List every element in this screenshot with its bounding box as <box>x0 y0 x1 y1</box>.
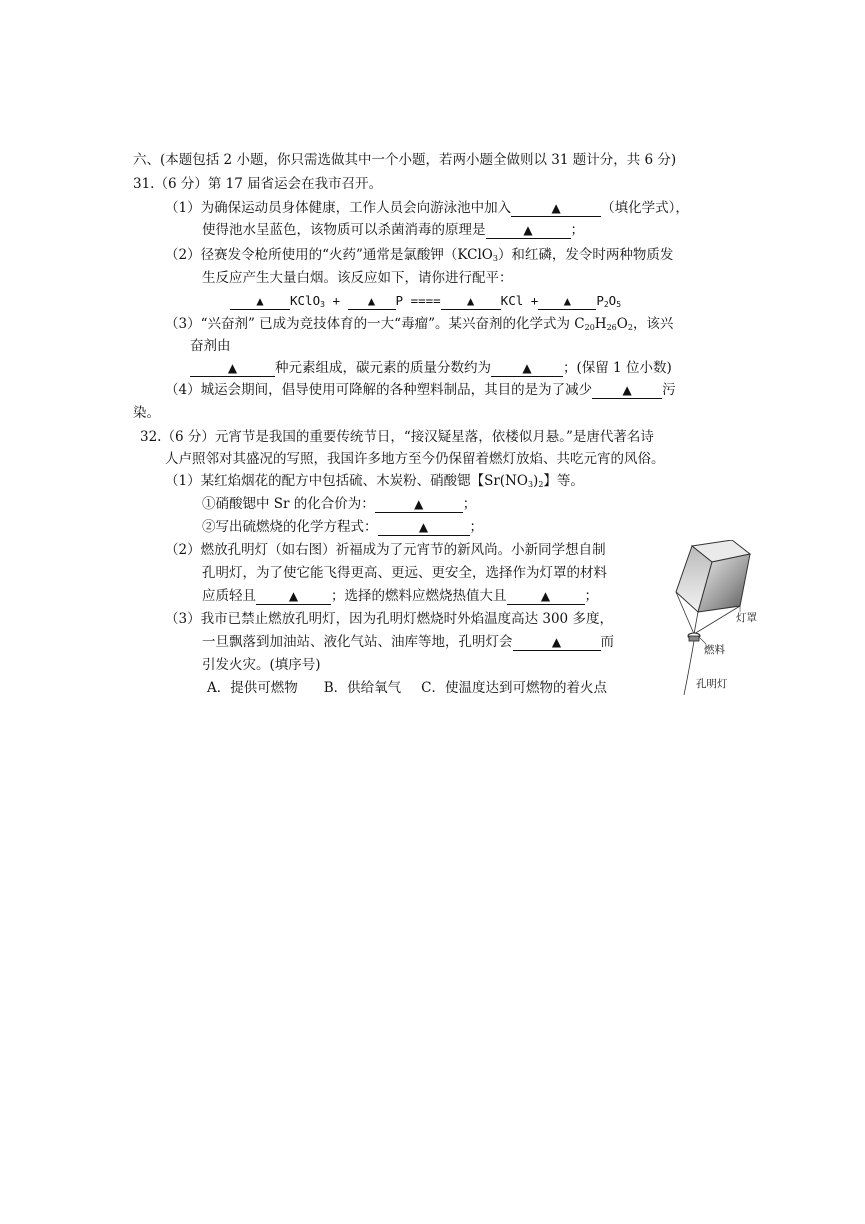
answer-blank[interactable] <box>441 293 501 310</box>
answer-blank[interactable] <box>486 222 571 239</box>
q32-stem-line1: 32.（6 分）元宵节是我国的重要传统节日，“接汉疑星落，依楼似月悬。”是唐代著名诗 <box>140 429 654 445</box>
q32-options <box>207 678 607 698</box>
q32-part1-i: ①硝酸锶中 Sr 的化合价为： ▲ ； <box>202 496 477 512</box>
q31-part3-line3: ▲ 种元素组成，碳元素的质量分数约为 ▲ ；(保留 1 位小数) <box>190 358 672 378</box>
q32-part2-line1: （2）燃放孔明灯（如右图）祈福成为了元宵节的新风尚。小新同学想自制 <box>165 542 606 558</box>
q31-part4-line1: （4）城运会期间，倡导使用可降解的各种塑料制品，其目的是为了减少 ▲ 污 <box>165 382 676 398</box>
triangle-icon: ▲ <box>622 383 632 397</box>
answer-blank[interactable] <box>375 496 463 513</box>
q31-part2-line1: （2）径赛发令枪所使用的“火药”通常是氯酸钾（KClO$_3$）和红磷，发令时两种物质发 <box>165 247 674 263</box>
label-lampshade: 灯罩 <box>736 612 757 624</box>
q32-stem-line2: 人卢照邻对其盛况的写照，我国许多地方至今仍保留着燃灯放焰、共吃元宵的风俗。 <box>165 451 665 467</box>
section-header: 六、(本题包括 2 小题，你只需选做其中一个小题，若两小题全做则以 31 题计分，共 6 分) <box>133 152 677 168</box>
q32-part1-ii: ②写出硫燃烧的化学方程式： ▲ ； <box>202 519 483 535</box>
q31-part3-line2: 奋剂由 <box>190 338 231 354</box>
answer-blank[interactable] <box>378 519 470 536</box>
q31-stem: 31.（6 分）第 17 届省运会在我市召开。 <box>133 176 383 192</box>
q31-part2-line2: 生反应产生大量白烟。该反应如下，请你进行配平： <box>202 270 513 286</box>
answer-blank[interactable] <box>256 588 331 605</box>
triangle-icon: ▲ <box>414 497 424 511</box>
answer-blank[interactable] <box>507 588 585 605</box>
triangle-icon: ▲ <box>227 361 238 375</box>
triangle-icon: ▲ <box>256 294 264 308</box>
q31-part4-line2: 染。 <box>133 405 160 421</box>
triangle-icon: ▲ <box>551 635 562 649</box>
q32-part2-line3: 应质轻且 ▲ ；选择的燃料应燃烧热值大且 ▲ ； <box>202 588 598 604</box>
q32-part3-line1: （3）我市已禁止燃放孔明灯，因为孔明灯燃烧时外焰温度高达 300 多度， <box>165 611 613 627</box>
triangle-icon: ▲ <box>563 294 571 308</box>
answer-blank[interactable] <box>538 293 596 310</box>
answer-blank[interactable] <box>511 200 601 217</box>
triangle-icon: ▲ <box>540 589 551 603</box>
label-fuel: 燃料 <box>704 644 725 656</box>
option-b: B．供给氧气 <box>323 680 402 696</box>
triangle-icon: ▲ <box>523 223 533 237</box>
answer-blank[interactable] <box>348 293 396 310</box>
triangle-icon: ▲ <box>467 294 475 308</box>
answer-blank[interactable] <box>491 360 563 377</box>
q31-part1-line2: 使得池水呈蓝色，该物质可以杀菌消毒的原理是 ▲ ； <box>202 222 584 238</box>
triangle-icon: ▲ <box>367 294 376 308</box>
q32-part3-line3: 引发火灾。(填序号) <box>202 657 321 673</box>
q31-equation: ▲ KClO$_3$ + ▲ P ==== ▲ KCl + ▲ $P_2O_5$ <box>230 291 621 315</box>
triangle-icon: ▲ <box>418 520 429 534</box>
q31-part1-line1: （1）为确保运动员身体健康，工作人员会向游泳池中加入 ▲ （填化学式）， <box>165 200 689 216</box>
answer-blank[interactable] <box>513 634 601 651</box>
option-a: A．提供可燃物 <box>207 680 298 696</box>
answer-blank[interactable] <box>230 293 290 310</box>
q32-part1-line1: （1）某红焰烟花的配方中包括硫、木炭粉、硝酸锶【$Sr(NO_3)_2$】等。 <box>165 473 584 489</box>
answer-blank[interactable] <box>592 382 662 399</box>
triangle-icon: ▲ <box>288 589 299 603</box>
label-sky-lantern: 孔明灯 <box>696 678 728 690</box>
triangle-icon: ▲ <box>551 201 561 215</box>
q32-part3-line2: 一旦飘落到加油站、液化气站、油库等地，孔明灯会 ▲ 而 <box>202 634 614 650</box>
option-c: C．使温度达到可燃物的着火点 <box>421 680 608 696</box>
triangle-icon: ▲ <box>522 361 532 375</box>
q31-part3-line1: （3）“兴奋剂” 已成为竞技体育的一大“毒瘤”。某兴奋剂的化学式为 $C_{20}H_{26}O_2$，该兴 <box>165 316 674 332</box>
sky-lantern-figure <box>662 540 762 695</box>
answer-blank[interactable] <box>190 360 275 377</box>
q32-part2-line2: 孔明灯，为了使它能飞得更高、更远、更安全，选择作为灯罩的材料 <box>202 565 607 581</box>
